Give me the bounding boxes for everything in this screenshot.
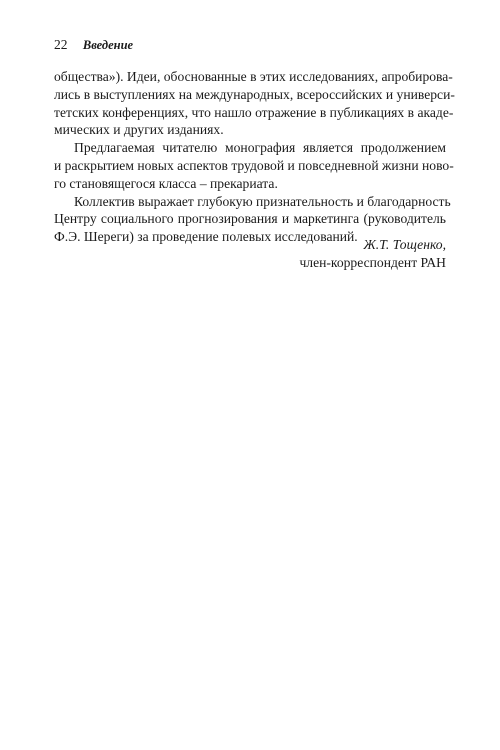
signature-author: Ж.Т. Тощенко,: [363, 237, 446, 252]
paragraph: [54, 139, 454, 192]
text-line: го становящегося класса – прекариата.: [54, 175, 278, 191]
text-line: лись в выступлениях на международных, всероссийских и универси-: [54, 86, 455, 102]
text-line: мических и других изданиях.: [54, 122, 224, 138]
section-title: Введение: [82, 38, 134, 52]
paragraph: [54, 68, 455, 139]
signature-role: член-корреспондент РАН: [299, 255, 446, 270]
body-text: [54, 68, 455, 246]
text-line: Ф.Э. Шереги) за проведение полевых исследований.: [54, 229, 358, 245]
text-line: тетских конференциях, что нашло отражение в публикациях в акаде-: [54, 104, 454, 120]
text-line: общества»). Идеи, обоснованные в этих исследованиях, апробирова-: [54, 69, 453, 84]
text-line: Центру социального прогнозирования и маркетинга (руководитель: [54, 211, 446, 227]
page-number: 22: [54, 37, 68, 52]
running-head: [54, 37, 133, 53]
signature-block: [299, 236, 446, 272]
text-line: Коллектив выражает глубокую признательность и благодарность: [74, 193, 451, 209]
text-line: и раскрытием новых аспектов трудовой и повседневной жизни ново-: [54, 157, 454, 173]
text-line: Предлагаемая читателю монография является продолжением: [74, 140, 446, 156]
